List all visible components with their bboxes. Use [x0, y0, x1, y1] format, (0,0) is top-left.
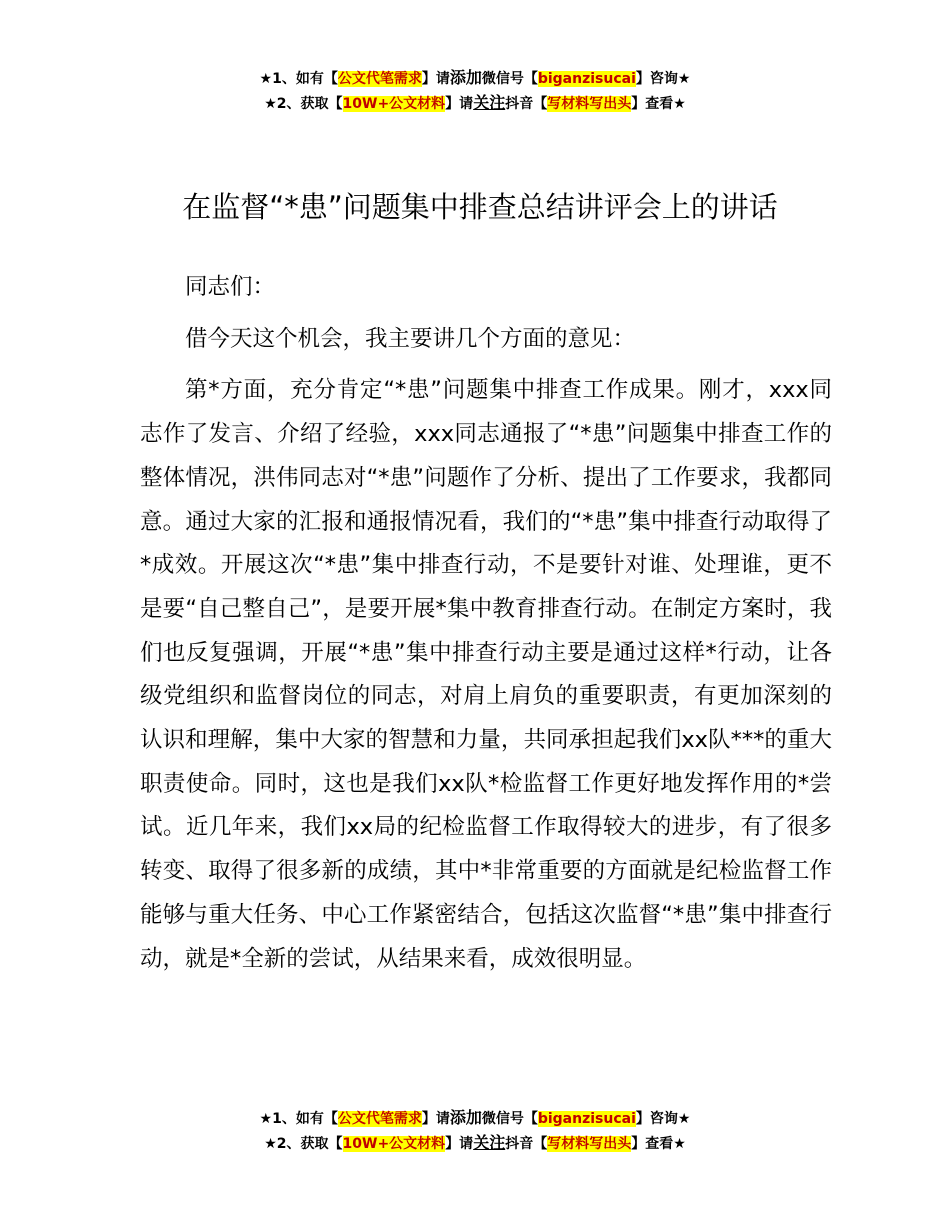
banner-text: ★1、如有【	[259, 1111, 338, 1127]
banner-text: 抖音【	[505, 96, 548, 112]
banner-text: 】查看★	[631, 96, 686, 112]
banner-text: 】请	[421, 1111, 450, 1127]
banner-highlight: 公文代笔需求	[337, 71, 422, 87]
banner-highlight: 10W+公文材料	[342, 1136, 446, 1152]
banner-line-2	[0, 91, 950, 116]
banner-highlight: 公文代笔需求	[337, 1111, 422, 1127]
document-title: 在监督“*患”问题集中排查总结讲评会上的讲话	[182, 190, 778, 225]
banner-line-2	[0, 1131, 950, 1156]
banner-text: 】请	[445, 1136, 474, 1152]
paragraph-salutation: 同志们：	[185, 274, 276, 300]
banner-text: 】咨询★	[635, 71, 691, 87]
banner-emphasis: 添加	[449, 1108, 482, 1127]
banner-highlight-douyin: 写材料写出头	[547, 96, 632, 112]
banner-text: 】请	[445, 96, 474, 112]
paragraph-main: 第*方面，充分肯定“*患”问题集中排查工作成果。刚才，xxx同志作了发言、介绍了经验，xxx同志通报了“*患”问题集中排查工作的整体情况，洪伟同志对“*患”问题作了分析、提出了工作要求，我都同意。通过大家的汇报和通报情况看，我们的“*患”集中排查行动取得了*成效。开展这次“*患”集中排查行动，不是要针对谁、处理谁，更不是要“自己整自己”，是要开展*集中教育排查行动。在制定方案时，我们也反复强调，开展“*患”集中排查行动主要是通过这样*行动，让各级党组织和监督岗位的同志，对肩上肩负的重要职责，有更加深刻的认识和理解，集中大家的智慧和力量，共同承担起我们xx队***的重大职责使命。同时，这也是我们xx队*检监督工作更好地发挥作用的*尝试。近几年来，我们xx局的纪检监督工作取得较大的进步，有了很多转变、取得了很多新的成绩，其中*非常重要的方面就是纪检监督工作能够与重大任务、中心工作紧密结合，包括这次监督“*患”集中排查行动，就是*全新的尝试，从结果来看，成效很明显。	[140, 377, 832, 972]
banner-emphasis: 关注	[473, 93, 506, 112]
banner-text: 】查看★	[631, 1136, 686, 1152]
banner-highlight: 10W+公文材料	[342, 96, 446, 112]
banner-highlight-douyin: 写材料写出头	[547, 1136, 632, 1152]
banner-text: 】咨询★	[635, 1111, 691, 1127]
top-banner	[0, 66, 950, 116]
paragraph-intro: 借今天这个机会，我主要讲几个方面的意见：	[185, 325, 636, 352]
banner-highlight-wechat: biganzisucai	[537, 1111, 636, 1127]
banner-text: 】请	[421, 71, 450, 87]
banner-text: ★2、获取【	[264, 1136, 343, 1152]
banner-emphasis: 添加	[449, 68, 482, 87]
banner-highlight-wechat: biganzisucai	[537, 71, 636, 87]
banner-text: ★2、获取【	[264, 96, 343, 112]
bottom-banner	[0, 1106, 950, 1156]
banner-text: 抖音【	[505, 1136, 548, 1152]
banner-text: 微信号【	[481, 1111, 538, 1127]
banner-line-1	[0, 1106, 950, 1131]
banner-text: 微信号【	[481, 71, 538, 87]
banner-emphasis: 关注	[473, 1133, 506, 1152]
banner-line-1	[0, 66, 950, 91]
banner-text: ★1、如有【	[259, 71, 338, 87]
document-body	[140, 266, 832, 981]
